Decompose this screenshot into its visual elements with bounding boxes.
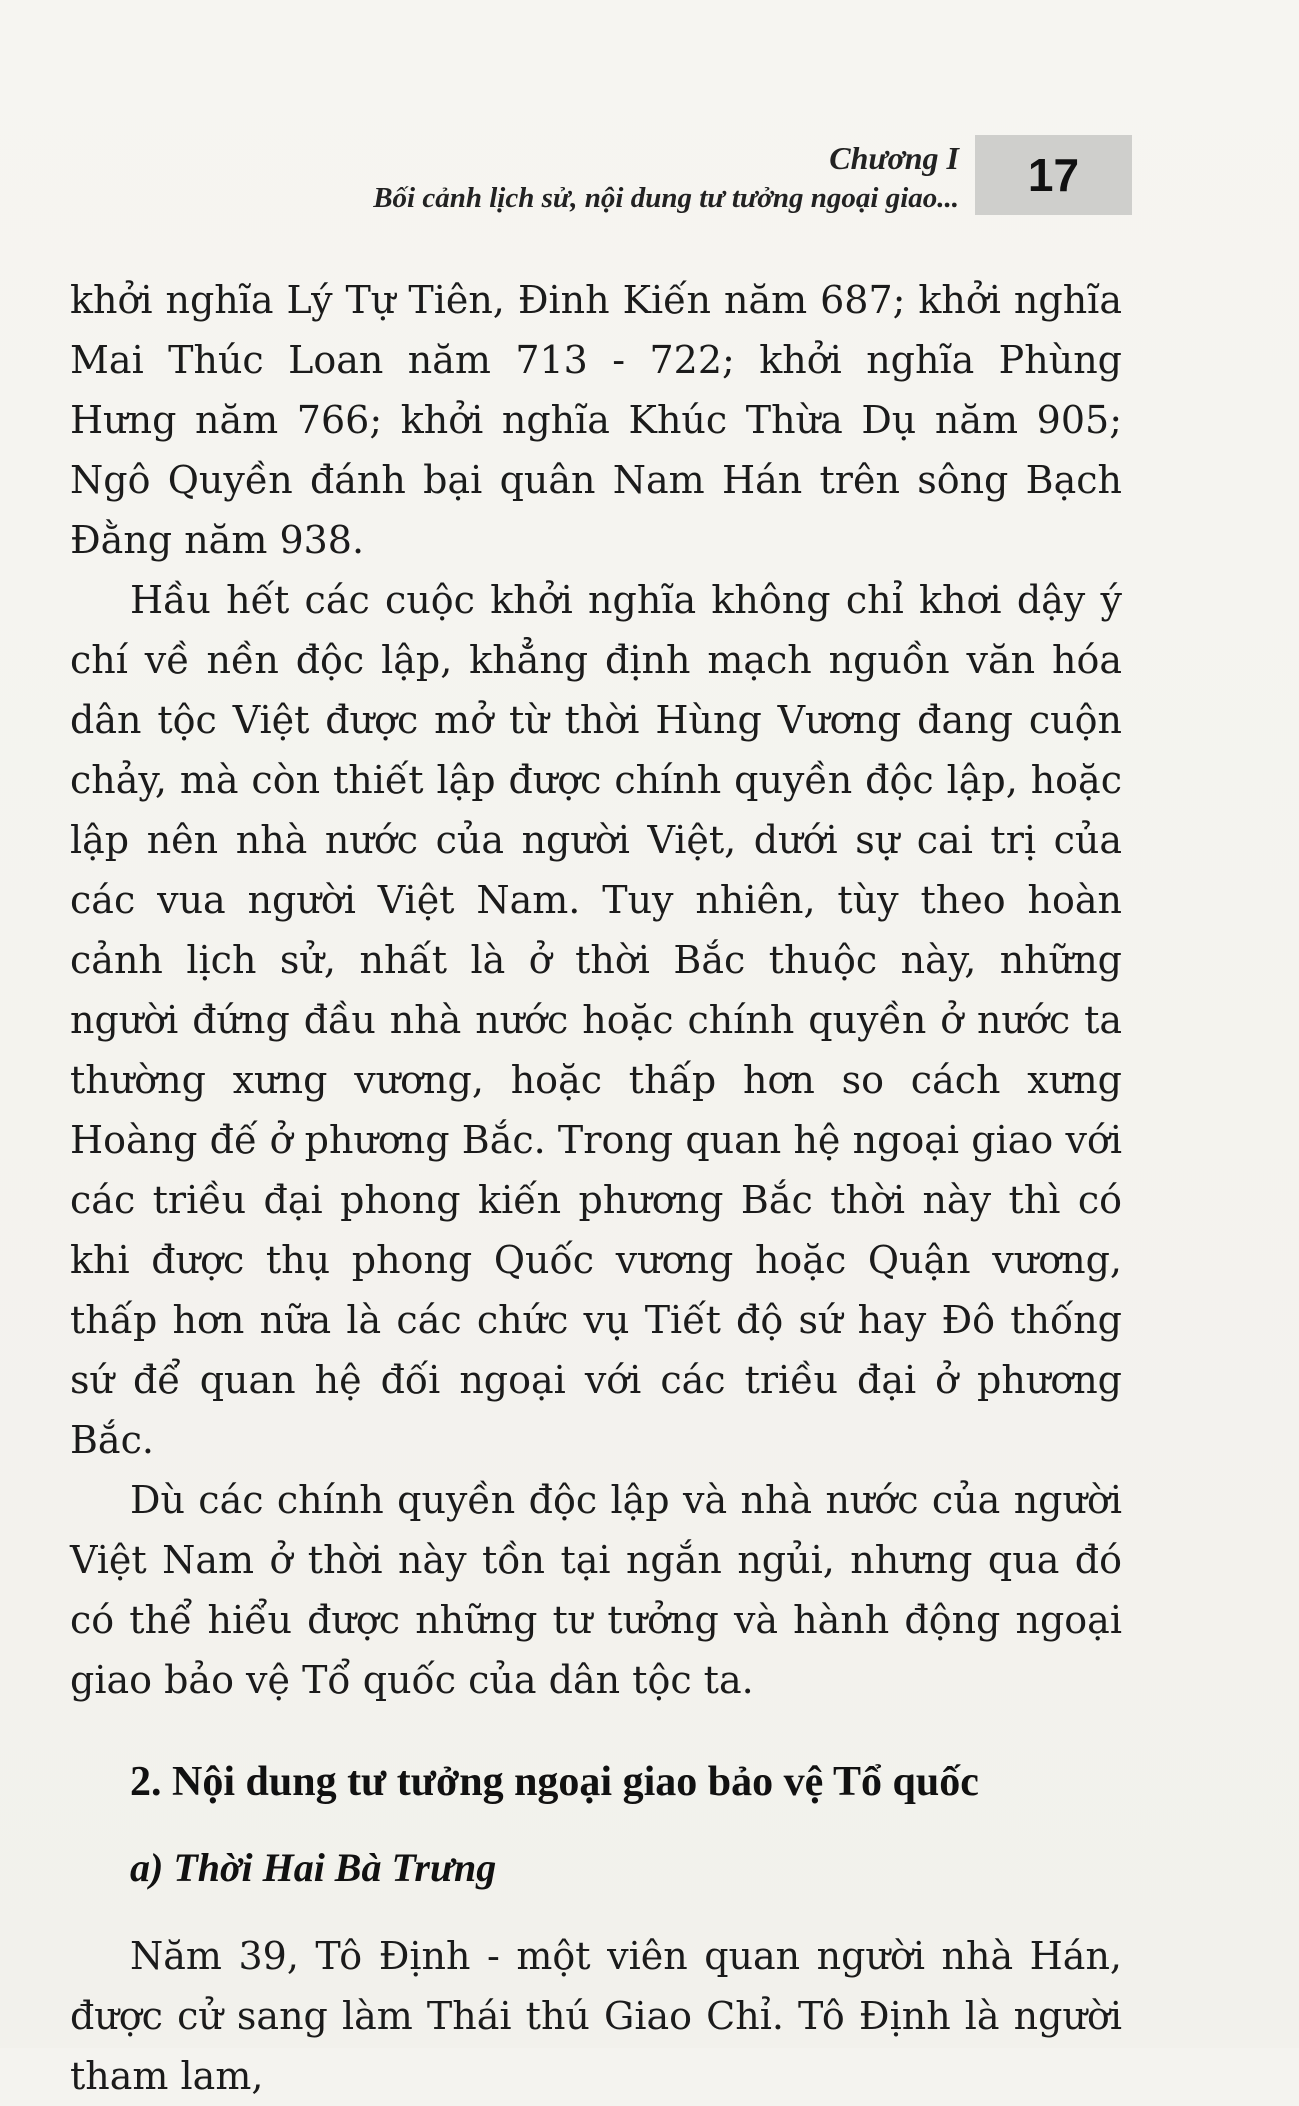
paragraph-4: Năm 39, Tô Định - một viên quan người nhà Hán, được cử sang làm Thái thú Giao Chỉ. Tô Định là người tham lam, [70,1934,1122,2098]
paragraph-2: Hầu hết các cuộc khởi nghĩa không chỉ khơi dậy ý chí về nền độc lập, khẳng định mạch nguồn văn hóa dân tộc Việt được mở từ thời Hùng Vương đang cuộn chảy, mà còn thiết lập được chính quyền độc lập, hoặc lập nên nhà nước của người Việt, dưới sự cai trị của các vua người Việt Nam. Tuy nhiên, tùy theo hoàn cảnh lịch sử, nhất là ở thời Bắc thuộc này, những người đứng đầu nhà nước hoặc chính quyền ở nước ta thường xưng vương, hoặc thấp hơn so cách xưng Hoàng đế ở phương Bắc. Trong quan hệ ngoại giao với các triều đại phong kiến phương Bắc thời này thì có khi được thụ phong Quốc vương hoặc Quận vương, thấp hơn nữa là các chức vụ Tiết độ sứ hay Đô thống sứ để quan hệ đối ngoại với các triều đại ở phương Bắc. [70,578,1122,1462]
section-heading: 2. Nội dung tư tưởng ngoại giao bảo vệ Tổ quốc [130,1759,979,1805]
paragraph-1: khởi nghĩa Lý Tự Tiên, Đinh Kiến năm 687; khởi nghĩa Mai Thúc Loan năm 713 - 722; khởi nghĩa Phùng Hưng năm 766; khởi nghĩa Khúc Thừa Dụ năm 905; Ngô Quyền đánh bại quân Nam Hán trên sông Bạch Đằng năm 938. [70,278,1122,562]
paragraph-3: Dù các chính quyền độc lập và nhà nước của người Việt Nam ở thời này tồn tại ngắn ngủi, nhưng qua đó có thể hiểu được những tư tưởng và hành động ngoại giao bảo vệ Tổ quốc của dân tộc ta. [70,1478,1122,1702]
page-number: 17 [1027,149,1080,201]
chapter-label: Chương I [829,140,959,176]
running-head [373,138,959,218]
page-number-box [975,135,1132,215]
sub-heading: a) Thời Hai Bà Trưng [130,1845,497,1890]
chapter-subtitle: Bối cảnh lịch sử, nội dung tư tưởng ngoại giao... [373,182,959,214]
body-text [70,270,1122,2106]
